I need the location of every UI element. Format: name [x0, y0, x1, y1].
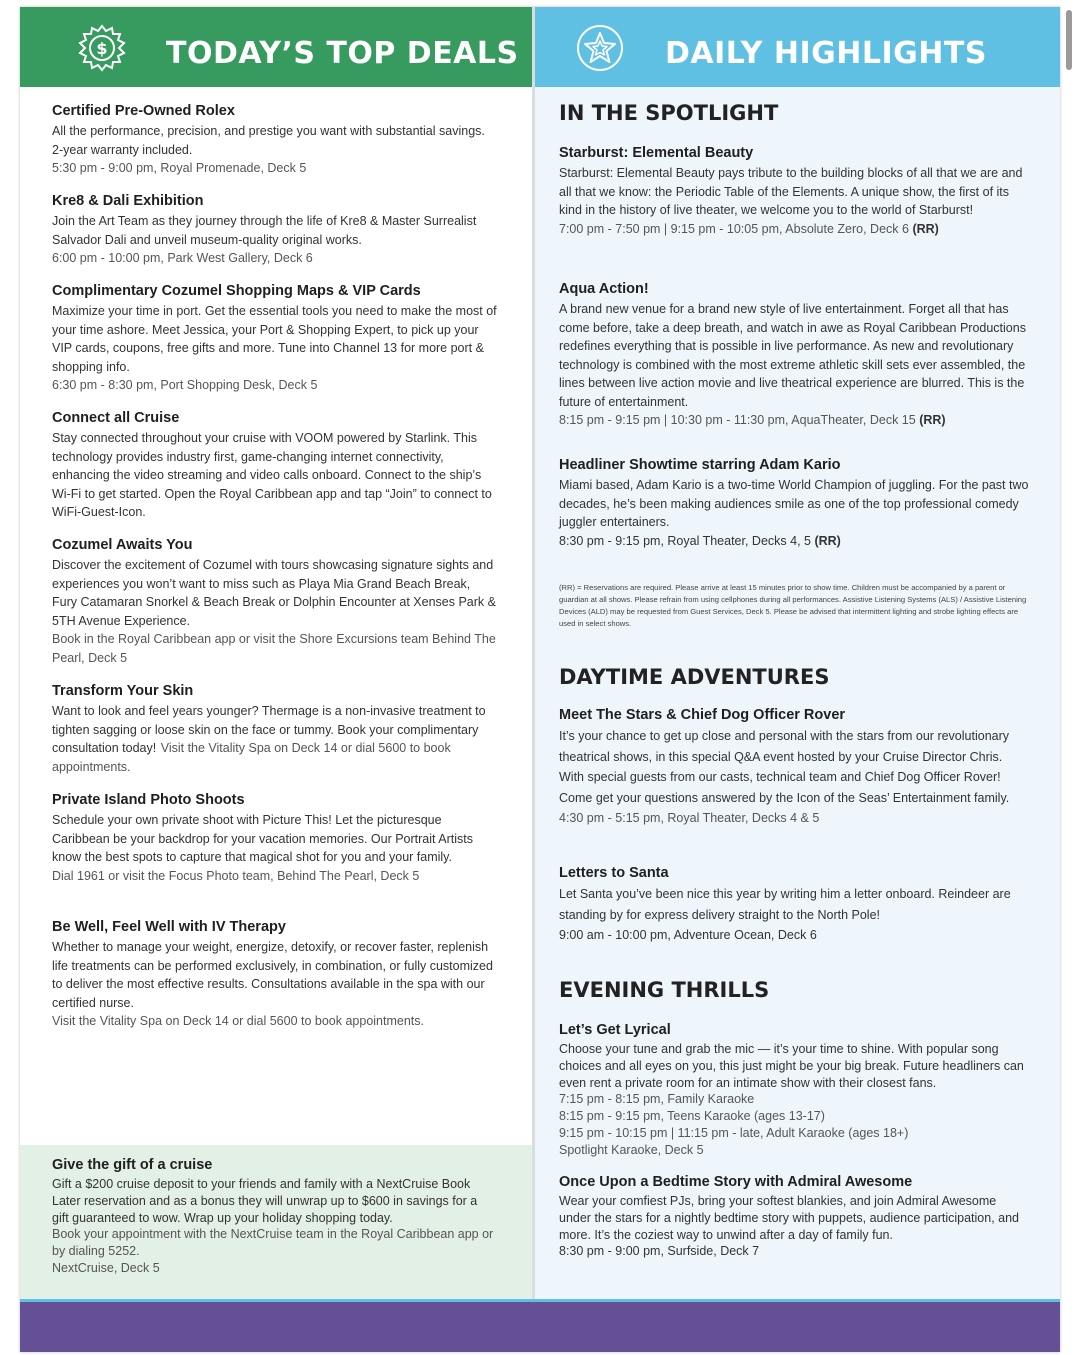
deal-details: 6:00 pm - 10:00 pm, Park West Gallery, Deck 6 [52, 251, 313, 265]
deal-item [52, 919, 497, 1031]
highlight-schedule: 8:30 pm - 9:00 pm, Surfside, Deck 7 [559, 1244, 760, 1259]
gift-promo [52, 1157, 497, 1277]
reservation-disclaimer: (RR) = Reservations are required. Please arrive at least 15 minutes prior to show time. Children must be accompanied by a parent or guardian at all shows. Please refrain from using cellphones during all performances. Assistive Listening Systems (ALS) / Assistive Listening Devices (ALD) may be requested from Guest Services, Deck 5. Please be advised that intermittent lighting and strobe lighting effects are used in select shows. [559, 583, 1027, 628]
daily-highlights-title: DAILY HIGHLIGHTS [665, 36, 987, 71]
highlight-title: Let’s Get Lyrical [559, 1022, 671, 1038]
highlight-title: Starburst: Elemental Beauty [559, 145, 754, 161]
spotlight-heading: IN THE SPOTLIGHT [559, 101, 779, 125]
top-deals-header [20, 7, 532, 87]
footer-bar [20, 1302, 1060, 1352]
deal-description: Discover the excitement of Cozumel with tours showcasing signature sights and experiences you won’t want to miss such as Playa Mia Grand Beach Break, Fury Catamaran Snorkel & Beach Break or Dolphin Encounter at Xenses Park & 5TH Avenue Experience. [52, 558, 496, 628]
highlight-description: Starburst: Elemental Beauty pays tribute to the building blocks of all that we are and all that we know: the Periodic Table of the Elements. A unique show, the first of its kind in the history of live theater, we welcome you to the world of Starburst! [559, 166, 1023, 217]
reservation-required-badge: (RR) [814, 533, 841, 548]
deal-item [52, 792, 497, 885]
deal-title: Be Well, Feel Well with IV Therapy [52, 919, 286, 935]
gift-title: Give the gift of a cruise [52, 1157, 213, 1173]
highlight-item [559, 865, 1029, 946]
gift-description: Gift a $200 cruise deposit to your friends and family with a NextCruise Book Later reservation and as a bonus they will unwrap up to $600 in savings for a gift guaranteed to wow. Wrap up your holiday shopping today. [52, 1177, 478, 1225]
deal-title: Transform Your Skin [52, 683, 194, 699]
highlight-title: Meet The Stars & Chief Dog Officer Rover [559, 707, 846, 723]
deal-item [52, 193, 497, 268]
dollar-badge-icon [77, 23, 127, 73]
highlight-schedule: 8:30 pm - 9:15 pm, Royal Theater, Decks 4, 5 [559, 533, 811, 548]
gift-booking-info: Book your appointment with the NextCruise team in the Royal Caribbean app or by dialing 5252. [52, 1227, 494, 1259]
highlight-title: Aqua Action! [559, 281, 649, 297]
highlight-title: Once Upon a Bedtime Story with Admiral Awesome [559, 1174, 913, 1190]
highlight-item [559, 1022, 1029, 1159]
daytime-heading: DAYTIME ADVENTURES [559, 665, 830, 689]
scrollbar-thumb[interactable] [1066, 10, 1072, 70]
highlight-item [559, 281, 1029, 430]
deal-title: Certified Pre-Owned Rolex [52, 103, 235, 119]
deal-title: Cozumel Awaits You [52, 537, 193, 553]
svg-text:$: $ [96, 39, 108, 58]
highlight-description: Choose your tune and grab the mic — it’s your time to shine. With popular song choices and all eyes on you, this just might be your big break. Future headliners can even rent a private room for an intimate show with their closest fans. [559, 1042, 1024, 1090]
highlight-description: It’s your chance to get up close and personal with the stars from our revolutionary theatrical shows, in this special Q&A event hosted by your Cruise Director Chris. With special guests from our casts, technical team and Chief Dog Officer Rover! Come get your questions answered by the Icon of the Seas’ Entertainment family. [559, 729, 1010, 805]
highlight-description: A brand new venue for a brand new style of live entertainment. Forget all that has come before, take a deep breath, and watch in awe as Royal Caribbean Productions redefines everything that is possible in live performance. As new and revolutionary technology is combined with the most extreme athletic skill sets ever assembled, the lines between live action movie and live theatrical experience are blurred. This is the future of entertainment. [559, 302, 1026, 409]
deal-description: Join the Art Team as they journey through the life of Kre8 & Master Surrealist Salvador Dali and unveil museum-quality original works. [52, 214, 477, 247]
deal-item [52, 683, 497, 776]
highlight-description: Miami based, Adam Kario is a two-time World Champion of juggling. For the past two decades, he’s been making audiences smile as one of the top professional comedy juggler entertainers. [559, 478, 1029, 529]
highlight-schedule: 9:00 am - 10:00 pm, Adventure Ocean, Deck 6 [559, 928, 817, 942]
deal-description: Whether to manage your weight, energize, detoxify, or recover faster, replenish life treatments can be performed exclusively, in combination, or fully customized to deliver the most effective results. Consultations available in the spa with our certified nurse. [52, 940, 493, 1010]
deal-description: Schedule your own private shoot with Picture This! Let the picturesque Caribbean be your backdrop for your vacation memories. Our Portrait Artists know the best spots to capture that magical shot for you and your family. [52, 813, 474, 864]
deal-details: Visit the Vitality Spa on Deck 14 or dial 5600 to book appointments. [52, 1014, 424, 1028]
deal-description: Want to look and feel years younger? Thermage is a non-invasive treatment to tighten sagging or loose skin on the face or tummy. Book your complimentary consultation today! [52, 704, 486, 755]
star-badge-icon [575, 23, 625, 73]
deal-item [52, 103, 497, 178]
deal-title: Kre8 & Dali Exhibition [52, 193, 204, 209]
deal-description: All the performance, precision, and prestige you want with substantial savings. 2-year warranty included. [52, 124, 485, 157]
highlight-item [559, 1174, 1029, 1260]
deal-details: 5:30 pm - 9:00 pm, Royal Promenade, Deck 5 [52, 161, 307, 175]
highlight-schedule: 4:30 pm - 5:15 pm, Royal Theater, Decks 4 & 5 [559, 811, 820, 825]
highlight-schedule: 7:00 pm - 7:50 pm | 9:15 pm - 10:05 pm, Absolute Zero, Deck 6 [559, 221, 909, 236]
highlight-title: Letters to Santa [559, 865, 669, 881]
deal-description: Maximize your time in port. Get the essential tools you need to make the most of your time ashore. Meet Jessica, your Port & Shopping Expert, to pick up your VIP cards, coupons, free gifts and more. Tune into Channel 13 for more port & shopping info. [52, 304, 497, 374]
highlight-schedule: 8:15 pm - 9:15 pm | 10:30 pm - 11:30 pm, AquaTheater, Deck 15 [559, 413, 916, 427]
reservation-required-badge: (RR) [919, 413, 946, 427]
schedule-line: Spotlight Karaoke, Deck 5 [559, 1142, 704, 1157]
deal-details: Dial 1961 or visit the Focus Photo team, Behind The Pearl, Deck 5 [52, 868, 420, 883]
highlight-description: Let Santa you’ve been nice this year by writing him a letter onboard. Reindeer are standing by for express delivery straight to the North Pole! [559, 887, 1011, 922]
evening-heading: EVENING THRILLS [559, 978, 770, 1002]
schedule-line: 7:15 pm - 8:15 pm, Family Karaoke [559, 1092, 755, 1107]
daily-planner-page [20, 7, 1060, 1352]
highlight-item [559, 457, 1029, 550]
highlight-item [559, 145, 1029, 238]
daily-highlights-header [535, 7, 1060, 87]
deal-description: Stay connected throughout your cruise with VOOM powered by Starlink. This technology provides industry first, game-changing internet connectivity, enhancing the video streaming and video calls onboard. Connect to the ship’s Wi-Fi to get started. Open the Royal Caribbean app and tap “Join” to connect to WiFi-Guest-Icon. [52, 431, 492, 519]
deal-details: Book in the Royal Caribbean app or visit the Shore Excursions team Behind The Pearl, Deck 5 [52, 632, 496, 665]
highlight-title: Headliner Showtime starring Adam Kario [559, 457, 841, 473]
deal-item [52, 537, 497, 667]
deal-details: 6:30 pm - 8:30 pm, Port Shopping Desk, Deck 5 [52, 378, 318, 392]
highlight-description: Wear your comfiest PJs, bring your softest blankies, and join Admiral Awesome under the stars for a nightly bedtime story with puppets, audience participation, and more. It’s the coziest way to unwind after a day of family fun. [559, 1194, 1019, 1242]
deal-title: Private Island Photo Shoots [52, 792, 245, 808]
gift-location: NextCruise, Deck 5 [52, 1260, 160, 1275]
schedule-line: 8:15 pm - 9:15 pm, Teens Karaoke (ages 13-17) [559, 1109, 825, 1124]
reservation-required-badge: (RR) [912, 221, 939, 236]
deal-title: Complimentary Cozumel Shopping Maps & VIP Cards [52, 283, 421, 299]
column-divider [532, 7, 535, 1302]
deal-details: Visit the Vitality Spa on Deck 14 or dial 5600 to book appointments. [52, 741, 451, 774]
top-deals-title: TODAY’S TOP DEALS [166, 36, 519, 71]
deal-item [52, 410, 497, 522]
deal-item [52, 283, 497, 395]
schedule-line: 9:15 pm - 10:15 pm | 11:15 pm - late, Adult Karaoke (ages 18+) [559, 1125, 909, 1140]
deal-title: Connect all Cruise [52, 410, 180, 426]
highlight-item [559, 707, 1029, 829]
